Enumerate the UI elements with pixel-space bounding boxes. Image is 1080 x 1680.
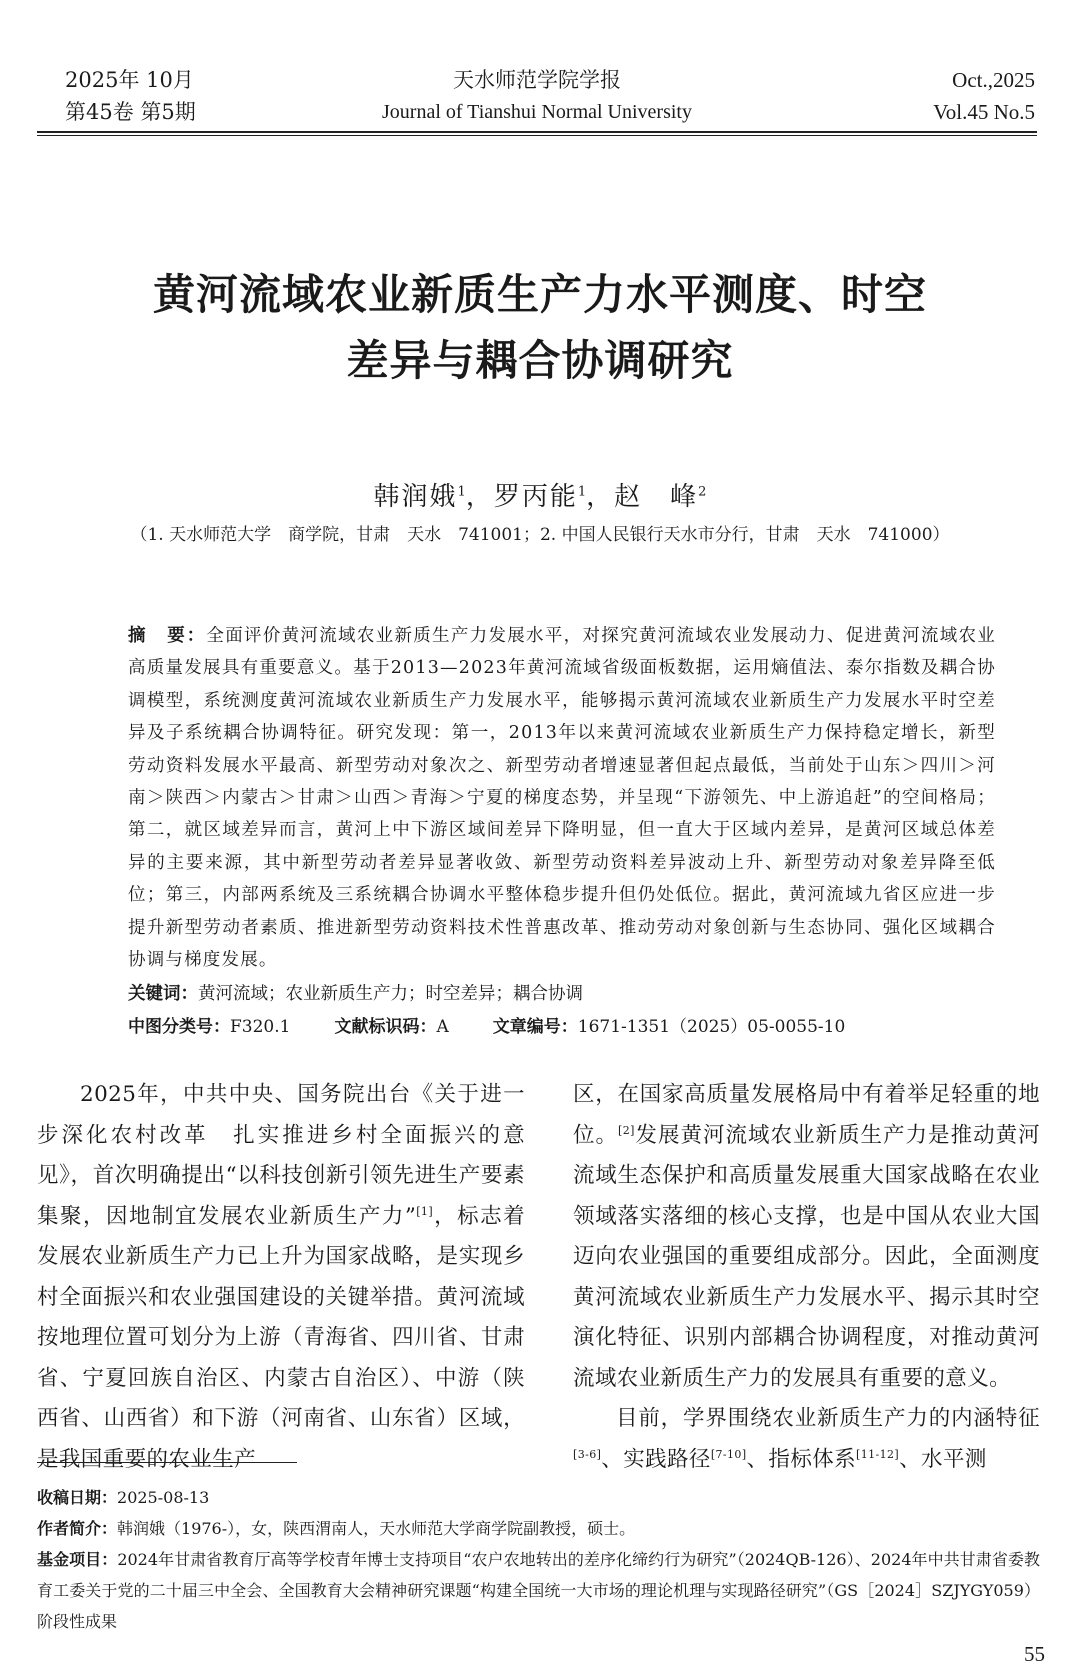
header-date-en: Oct.,2025 (952, 68, 1035, 92)
article-number: 文章编号：1671-1351（2025）05-0055-10 (492, 1017, 846, 1037)
author-list: 韩润娥$^1$，罗丙能$^1$，赵 峰$^2$ (373, 482, 707, 512)
author-2-affil: 1 (577, 484, 587, 500)
header-rule (37, 131, 1037, 133)
affiliations: （1. 天水师范大学 商学院，甘肃 天水 741001；2. 中国人民银行天水市分行，甘肃 天水 741000） (130, 525, 950, 545)
clc-number: 中图分类号：F320.1 (128, 1017, 291, 1037)
body-column-left (37, 1075, 525, 1480)
footnote-rule (37, 1462, 297, 1463)
title-line-1: 黄河流域农业新质生产力水平测度、时空 (152, 270, 927, 319)
journal-name-cn: 天水师范学院学报 (453, 68, 621, 92)
paper-title (0, 262, 1080, 394)
page-number: 55 (1024, 1642, 1045, 1666)
keywords (128, 978, 996, 1010)
body-paragraph-1: 2025年，中共中央、国务院出台《关于进一步深化农村改革 扎实推进乡村全面振兴的意见》，首次明确提出“以科技创新引领先进生产要素集聚，因地制宜发展农业新质生产力”[1]，标志着发展农业新质生产力已上升为国家战略，是实现乡村全面振兴和农业强国建设的关键举措。黄河流域按地理位置可划分为上游（青海省、四川省、甘肃省、宁夏回族自治区、内蒙古自治区）、中游（陕西省、山西省）和下游（河南省、山东省）区域，是我国重要的农业生产 (37, 1082, 525, 1472)
citation-ref: [3-6] (573, 1447, 602, 1461)
body-column-right (573, 1075, 1040, 1480)
abstract (128, 620, 996, 976)
author-2: 罗丙能 (493, 482, 578, 512)
footnote-fund: 基金项目：2024年甘肃省教育厅高等学校青年博士支持项目“农户农地转出的差序化缔约行为研究”（2024QB-126）、2024年中共甘肃省委教育工委关于党的二十届三中全会、全国教育大会精神研究课题“构建全国统一大市场的理论机理与实现路径研究”（GS［2024］SZJYGY059）阶段性成果 (37, 1550, 1040, 1631)
keywords-text: 黄河流域；农业新质生产力；时空差异；耦合协调 (198, 984, 583, 1004)
author-1: 韩润娥 (373, 482, 458, 512)
body-paragraph-1-cont: 区，在国家高质量发展格局中有着举足轻重的地位。[2]发展黄河流域农业新质生产力是推动黄河流域生态保护和高质量发展重大国家战略在农业领域落实落细的核心支撑，也是中国从农业大国迈向农业强国的重要组成部分。因此，全面测度黄河流域农业新质生产力发展水平、揭示其时空演化特征、识别内部耦合协调程度，对推动黄河流域农业新质生产力的发展具有重要的意义。 (573, 1082, 1040, 1391)
abstract-text: 全面评价黄河流域农业新质生产力发展水平，对探究黄河流域农业发展动力、促进黄河流域农业高质量发展具有重要意义。基于2013—2023年黄河流域省级面板数据，运用熵值法、泰尔指数及耦合协调模型，系统测度黄河流域农业新质生产力发展水平，能够揭示黄河流域农业新质生产力发展水平时空差异及子系统耦合协调特征。研究发现：第一，2013年以来黄河流域农业新质生产力保持稳定增长，新型劳动资料发展水平最高、新型劳动对象次之、新型劳动者增速显著但起点最低，当前处于山东＞四川＞河南＞陕西＞内蒙古＞甘肃＞山西＞青海＞宁夏的梯度态势，并呈现“下游领先、中上游追赶”的空间格局；第二，就区域差异而言，黄河上中下游区域间差异下降明显，但一直大于区域内差异，是黄河区域总体差异的主要来源，其中新型劳动者差异显著收敛、新型劳动资料差异波动上升、新型劳动对象差异降至低位；第三，内部两系统及三系统耦合协调水平整体稳步提升但仍处低位。据此，黄河流域九省区应进一步提升新型劳动者素质、推进新型劳动资料技术性普惠改革、推动劳动对象创新与生态协同、强化区域耦合协调与梯度发展。 (128, 626, 997, 971)
citation-ref: [2] (618, 1123, 635, 1137)
header-right (933, 64, 1035, 128)
journal-name-en: Journal of Tianshui Normal University (382, 101, 692, 123)
author-1-affil: 1 (457, 484, 466, 500)
classification-line (128, 1011, 1028, 1043)
body-paragraph-2: 目前，学界围绕农业新质生产力的内涵特征[3-6]、实践路径[7-10]、指标体系[11-12]、水平测 (573, 1406, 1040, 1472)
title-line-2: 差异与耦合协调研究 (346, 336, 734, 385)
author-3-affil: 2 (698, 484, 707, 500)
running-header (37, 64, 1037, 134)
abstract-label: 摘 要： (128, 626, 207, 646)
citation-ref: [11-12] (856, 1447, 900, 1461)
footnote-received: 收稿日期：2025-08-13 (37, 1488, 210, 1507)
header-issue-en: Vol.45 No.5 (933, 100, 1035, 124)
citation-ref: [1] (416, 1204, 434, 1218)
citation-ref: [7-10] (710, 1447, 747, 1461)
document-code: 文献标识码：A (334, 1017, 449, 1037)
header-rule-thin (37, 135, 1037, 136)
footnotes (37, 1482, 1040, 1637)
author-3: 赵 峰 (614, 482, 699, 512)
header-issue-cn: 第45卷 第5期 (65, 100, 196, 124)
footnote-author: 作者简介：韩润娥（1976-），女，陕西渭南人，天水师范大学商学院副教授，硕士。 (37, 1519, 636, 1538)
keywords-label: 关键词： (128, 984, 198, 1004)
header-date-cn: 2025年 10月 (65, 68, 194, 92)
header-center (37, 64, 1037, 128)
